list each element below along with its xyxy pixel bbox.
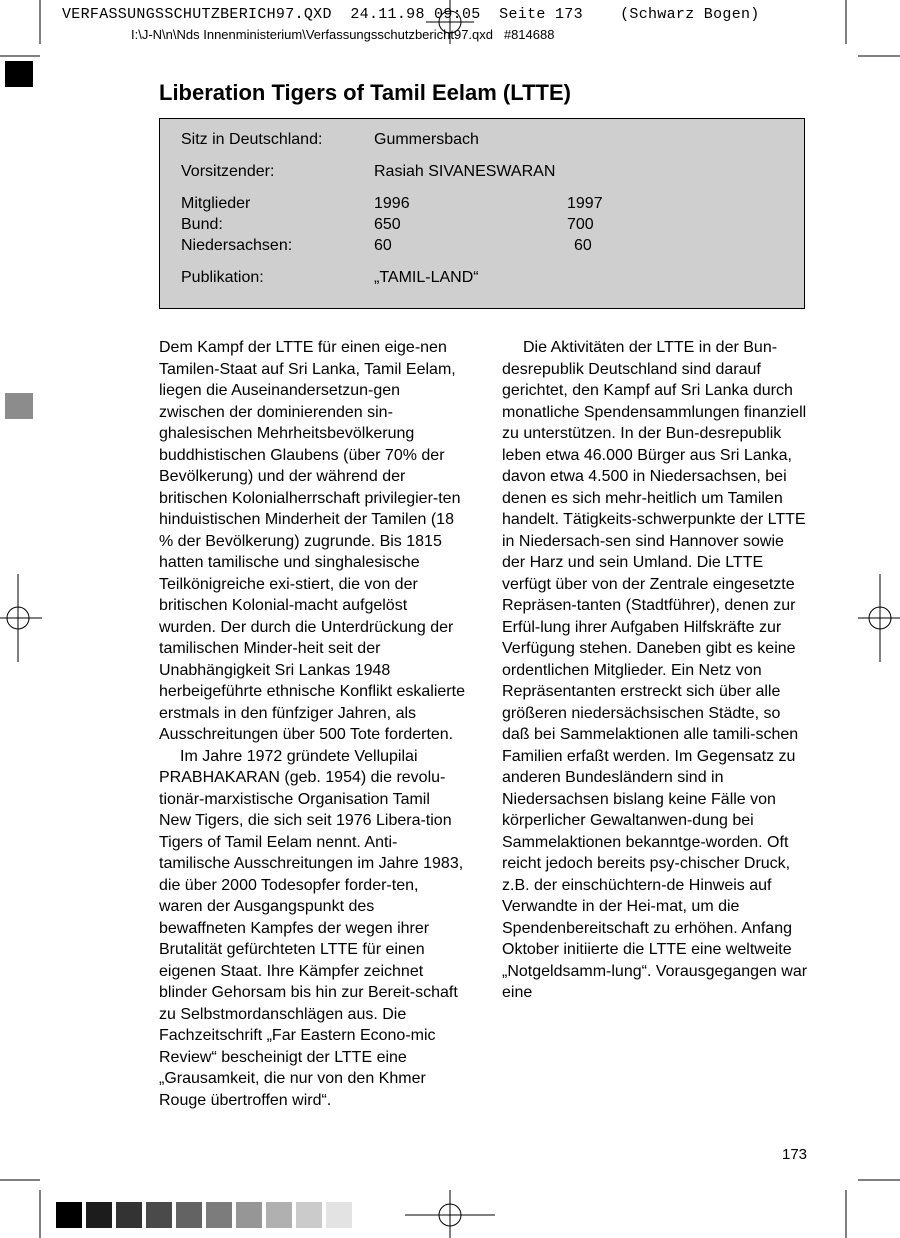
gray-swatch xyxy=(236,1202,262,1228)
gray-swatch xyxy=(266,1202,292,1228)
gray-swatch xyxy=(56,1202,82,1228)
left-paragraph-2: Im Jahre 1972 gründete Vellupilai PRABHAKARAN (geb. 1954) die revolu-tionär-marxistische Organisation Tamil New Tigers, die sich seit 1976 Libera-tion Tigers of Tamil Eelam nennt. Anti-tamilische Ausschreitungen im Jahre 1983, die über 2000 Todesopfer forder-ten, waren der Ausgangspunkt des bewaffneten Kampfes der wegen ihrer Brutalität gefürchteten LTTE für einen eigenen Staat. Ihre Kämpfer zeichnet blinder Gehorsam bis hin zur Bereit-schaft zu Selbstmordanschlägen aus. Die Fachzeitschrift „Far Eastern Econo-mic Review“ bescheinigt der LTTE eine „Grausamkeit, die nur von den Khmer Rouge übertroffen wird“. xyxy=(159,747,464,1109)
gray-swatch xyxy=(176,1202,202,1228)
niedersachsen-1996: 60 xyxy=(374,237,392,254)
right-paragraph-1: Die Aktivitäten der LTTE in der Bun-desrepublik Deutschland sind darauf gerichtet, den Kampf auf Sri Lanka durch monatliche Spendensammlungen finanziell zu unterstützen. In der Bun-desrepublik leben etwa 46.000 Bürger aus Sri Lanka, davon etwa 4.500 in Niedersachsen, bei denen es sich mehr-heitlich um Tamilen handelt. Tätigkeits-schwerpunkte der LTTE in Niedersach-sen sind Hannover sowie der Harz und sein Umland. Die LTTE verfügt über von der Zentrale eingesetzte Repräsen-tanten (Stadtführer), denen zur Erfül-lung ihrer Aufgaben Hilfskräfte zur Verfügung stehen. Daneben gibt es keine ordentlichen Mitglieder. Ein Netz von Repräsentanten erstreckt sich über alle größeren niedersächsischen Städte, so daß bei Sammelaktionen alle tamili-schen Familien erfaßt werden. Im Gegensatz zu anderen Bundesländern sind in Niedersachsen bislang keine Fälle von körperlicher Gewaltanwen-dung bei Sammelaktionen bekanntge-worden. Oft reicht jedoch bereits psy-chischer Druck, z.B. der einschüchtern-de Hinweis auf Verwandte in der Hei-mat, um die Spendenbereitschaft zu erhöhen. Anfang Oktober initiierte die LTTE eine weltweite „Notgeldsamm-lung“. Vorausgegangen war eine xyxy=(502,339,808,1001)
page-number: 173 xyxy=(782,1146,808,1163)
bund-label: Bund: xyxy=(181,216,223,233)
niedersachsen-label: Niedersachsen: xyxy=(181,237,293,254)
gray-swatch xyxy=(146,1202,172,1228)
registration-mark-left xyxy=(0,574,42,662)
left-column xyxy=(159,337,465,1111)
slug-line-1: VERFASSUNGSSCHUTZBERICH97.QXD 24.11.98 09:05 Seite 173 (Schwarz Bogen) xyxy=(62,6,760,23)
gray-swatch xyxy=(86,1202,112,1228)
year-1996: 1996 xyxy=(374,195,410,212)
mitglieder-label: Mitglieder xyxy=(181,195,251,212)
bund-1997: 700 xyxy=(567,216,594,233)
sitz-label: Sitz in Deutschland: xyxy=(181,131,323,148)
year-1997: 1997 xyxy=(567,195,603,212)
info-box xyxy=(159,118,805,309)
sitz-value: Gummersbach xyxy=(374,131,479,148)
gray-swatch xyxy=(116,1202,142,1228)
gray-thumb-tab xyxy=(5,393,33,419)
registration-mark-top xyxy=(426,0,474,44)
slug-line-2: I:\J-N\n\Nds Innenministerium\Verfassungsschutzbericht97.qxd #814688 xyxy=(131,27,555,42)
registration-mark-bottom xyxy=(405,1190,495,1238)
publikation-label: Publikation: xyxy=(181,269,264,286)
bund-1996: 650 xyxy=(374,216,401,233)
page-title: Liberation Tigers of Tamil Eelam (LTTE) xyxy=(159,80,571,105)
registration-mark-right xyxy=(858,574,900,662)
gray-swatch xyxy=(296,1202,322,1228)
publikation-value: „TAMIL-LAND“ xyxy=(374,269,479,286)
gray-swatch xyxy=(206,1202,232,1228)
gray-swatch xyxy=(326,1202,352,1228)
right-column xyxy=(502,337,810,1004)
left-paragraph-1: Dem Kampf der LTTE für einen eige-nen Tamilen-Staat auf Sri Lanka, Tamil Eelam, liegen die Auseinandersetzun-gen zwischen der dominierenden sin-ghalesischen Mehrheitsbevölkerung buddhistischen Glaubens (über 70% der Bevölkerung) und der während der britischen Kolonialherrschaft privilegier-ten hinduistischen Minderheit der Tamilen (18 % der Bevölkerung) zugrunde. Bis 1815 hatten tamilische und singhalesische Teilkönigreiche exi-stiert, die von der britischen Kolonial-macht aufgelöst wurden. Der durch die Unterdrückung der tamilischen Minder-heit seit der Unabhängigkeit Sri Lankas 1948 herbeigeführte ethnische Konflikt eskalierte erstmals in den fünfziger Jahren, als Ausschreitungen über 500 Tote forderten. xyxy=(159,339,465,743)
black-thumb-tab xyxy=(5,61,33,87)
vorsitzender-value: Rasiah SIVANESWARAN xyxy=(374,163,556,180)
niedersachsen-1997: 60 xyxy=(574,237,592,254)
vorsitzender-label: Vorsitzender: xyxy=(181,163,275,180)
